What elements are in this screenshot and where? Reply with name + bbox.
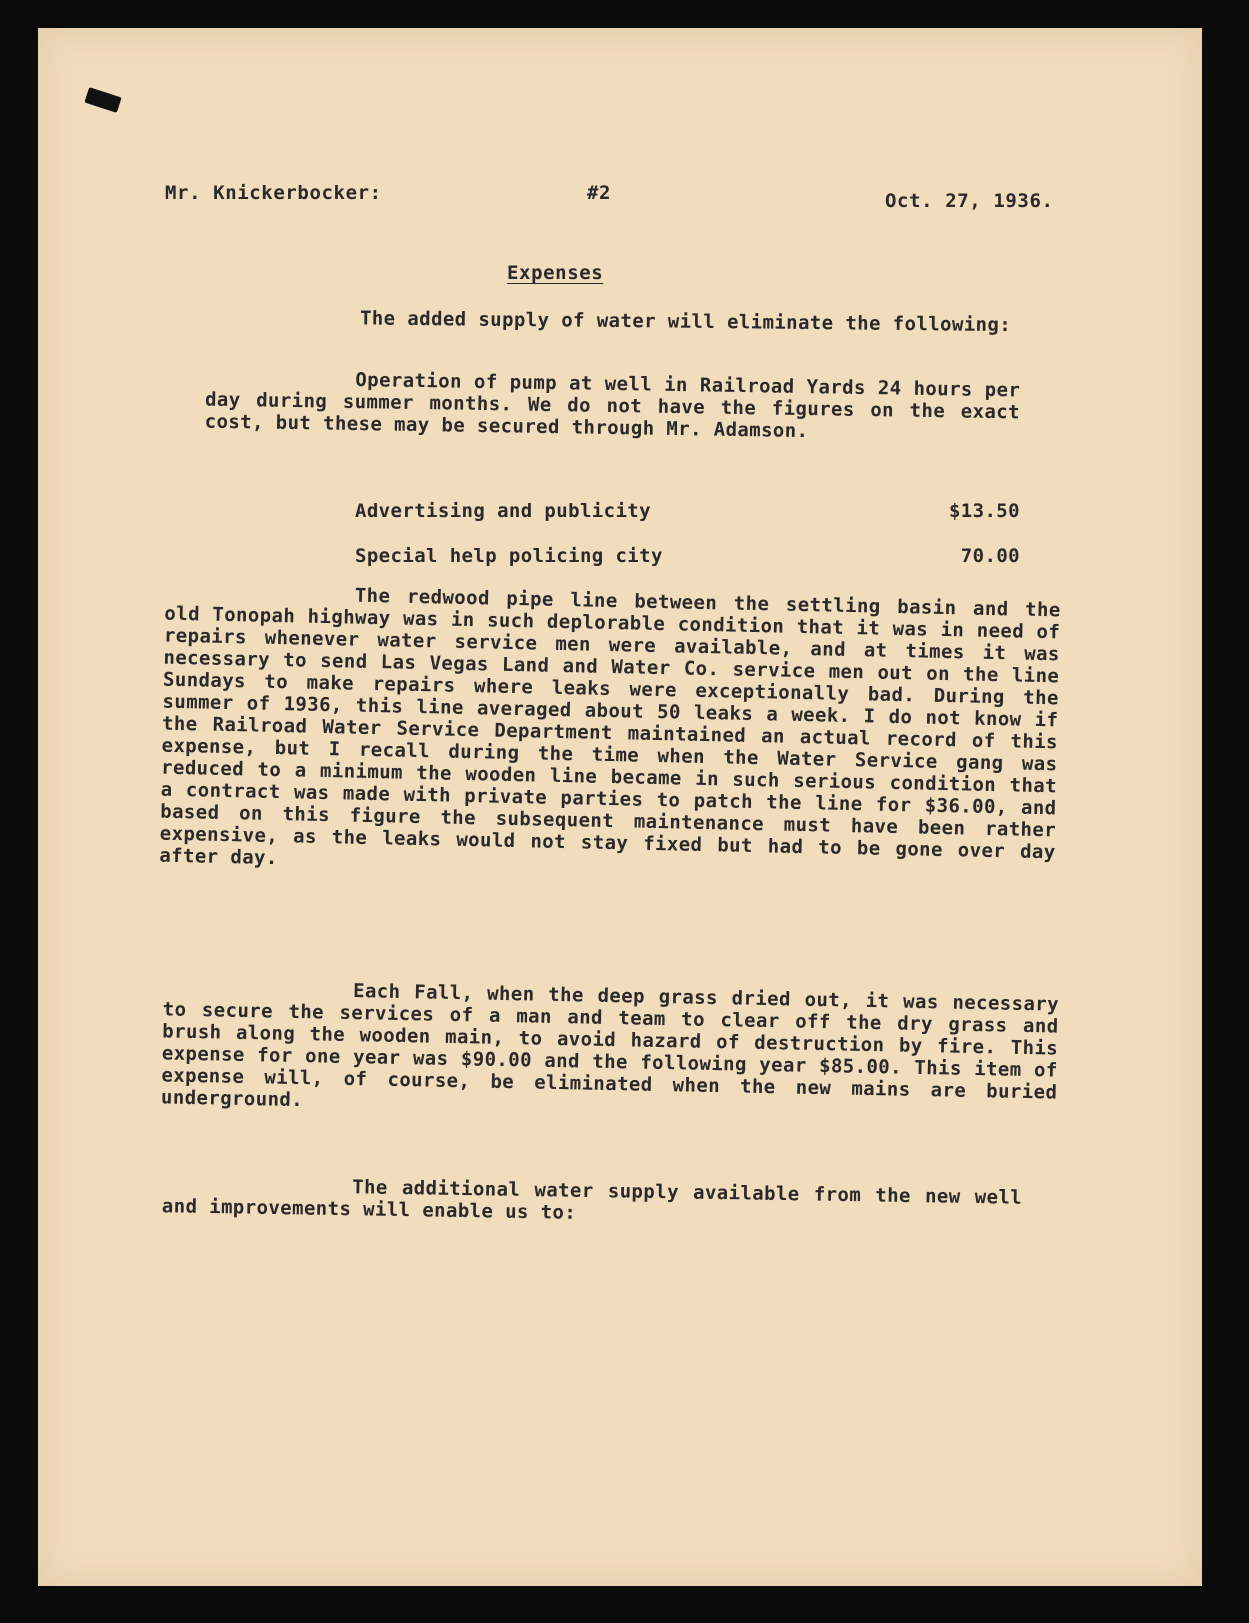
expense-row xyxy=(355,545,1020,567)
page-number: #2 xyxy=(587,182,612,204)
paragraph-fall-grass: Each Fall, when the deep grass dried out, it was necessary to secure the services of a man and team to clear off the dry grass and brush along the wooden main, to avoid hazard of destruction by fire. This expense for one year was $90.00 and the following year $85.00. This item of expense will, of course, be eliminated when the new mains are buried underground. xyxy=(160,980,1060,1112)
recipient-header: Mr. Knickerbocker: xyxy=(165,182,382,204)
expense-row xyxy=(355,500,1020,522)
expense-label: Advertising and publicity xyxy=(355,500,651,522)
letter-date: Oct. 27, 1936. xyxy=(885,190,1054,212)
paragraph-closing: The additional water supply available from the new well and improvements will enable us to: xyxy=(161,1176,1023,1224)
expense-label: Special help policing city xyxy=(355,545,663,567)
expense-amount: 70.00 xyxy=(960,545,1020,567)
expense-amount: $13.50 xyxy=(948,500,1020,522)
paragraph-redwood-pipe: The redwood pipe line between the settling basin and the old Tonopah highway was in such deplorable condition that it was in need of repairs whenever water service men were available, and at times it was necessary to send Las Vegas Land and Water Co. service men out on the line Sundays to make repairs where leaks were exceptionally bad. During the summer of 1936, this line averaged about 50 leaks a week. I do not know if the Railroad Water Service Department maintained an actual record of this expense, but I recall during the time when the Water Service gang was reduced to a minimum the wooden line became in such serious condition that a contract was made with private parties to patch the line for $36.00, and based on this figure the subsequent maintenance must have been rather expensive, as the leaks would not stay fixed but had to be gone over day after day. xyxy=(159,584,1061,870)
paragraph-intro: The added supply of water will eliminate the following: xyxy=(359,307,1012,337)
paragraph-pump: Operation of pump at well in Railroad Yards 24 hours per day during summer months. We do not have the figures on the exact cost, but these may be secured through Mr. Adamson. xyxy=(204,368,1021,443)
section-title: Expenses xyxy=(507,262,604,284)
